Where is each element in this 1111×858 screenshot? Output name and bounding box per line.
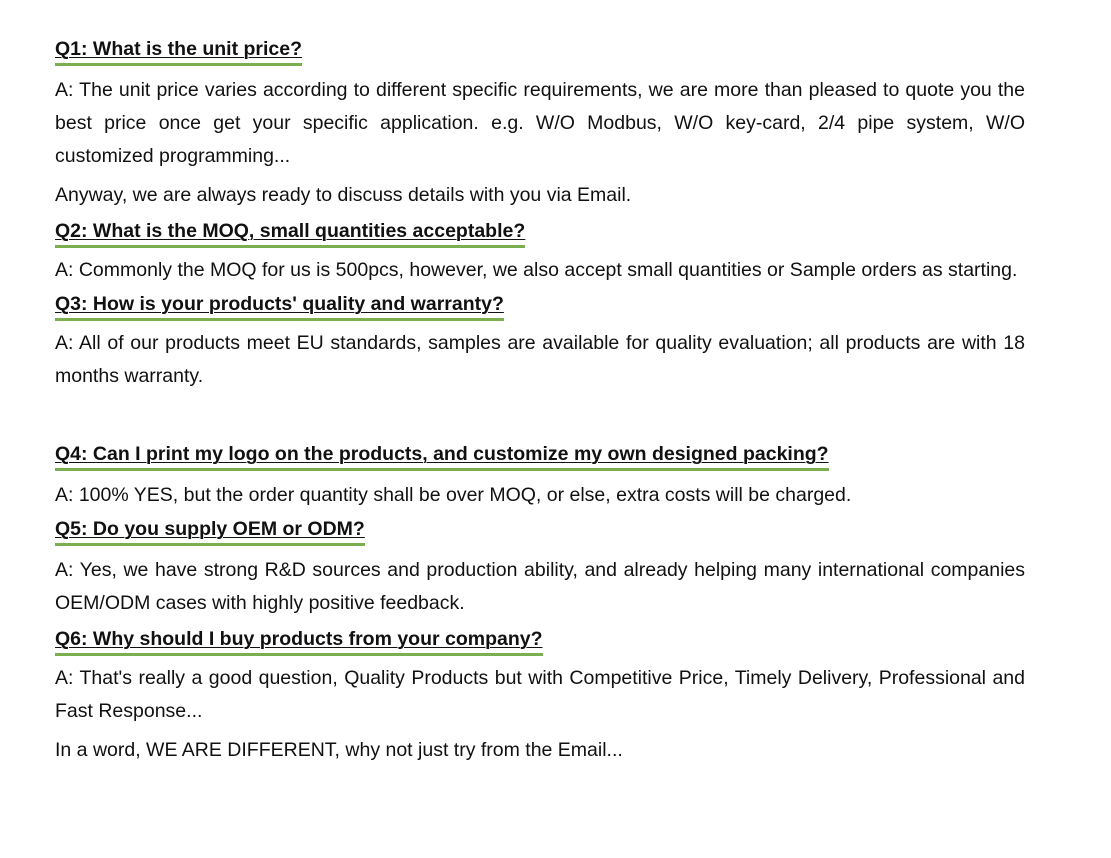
faq-document [55,36,1025,767]
question-heading: Q2: What is the MOQ, small quantities acceptable? [55,218,525,248]
faq-item-q1 [55,36,1025,212]
answer-text: A: That's really a good question, Quality Products but with Competitive Price, Timely Delivery, Professional and Fast Response... [55,667,1025,722]
answer-text: A: The unit price varies according to different specific requirements, we are more than pleased to quote you the best price once get your specific application. e.g. W/O Modbus, W/O key-card, 2/4 pipe system, W/O customized programming... [55,79,1025,167]
faq-item-q6 [55,626,1025,767]
faq-item-q3 [55,291,1025,393]
question-heading: Q5: Do you supply OEM or ODM? [55,516,365,546]
question-heading: Q3: How is your products' quality and warranty? [55,291,504,321]
answer-text: A: 100% YES, but the order quantity shall be over MOQ, or else, extra costs will be charged. [55,484,852,506]
answer-text: A: Commonly the MOQ for us is 500pcs, however, we also accept small quantities or Sample orders as starting. [55,259,1018,281]
question-heading: Q1: What is the unit price? [55,36,302,66]
answer-extra-text: Anyway, we are always ready to discuss details with you via Email. [55,184,632,206]
answer-extra-text: In a word, WE ARE DIFFERENT, why not just try from the Email... [55,739,623,761]
question-heading: Q6: Why should I buy products from your company? [55,626,543,656]
faq-item-q4 [55,441,1025,512]
answer-text: A: Yes, we have strong R&D sources and production ability, and already helping many international companies OEM/ODM cases with highly positive feedback. [55,559,1025,614]
faq-item-q2 [55,218,1025,287]
answer-text: A: All of our products meet EU standards, samples are available for quality evaluation; all products are with 18 months warranty. [55,332,1025,387]
question-heading: Q4: Can I print my logo on the products, and customize my own designed packing? [55,441,829,471]
faq-item-q5 [55,516,1025,620]
